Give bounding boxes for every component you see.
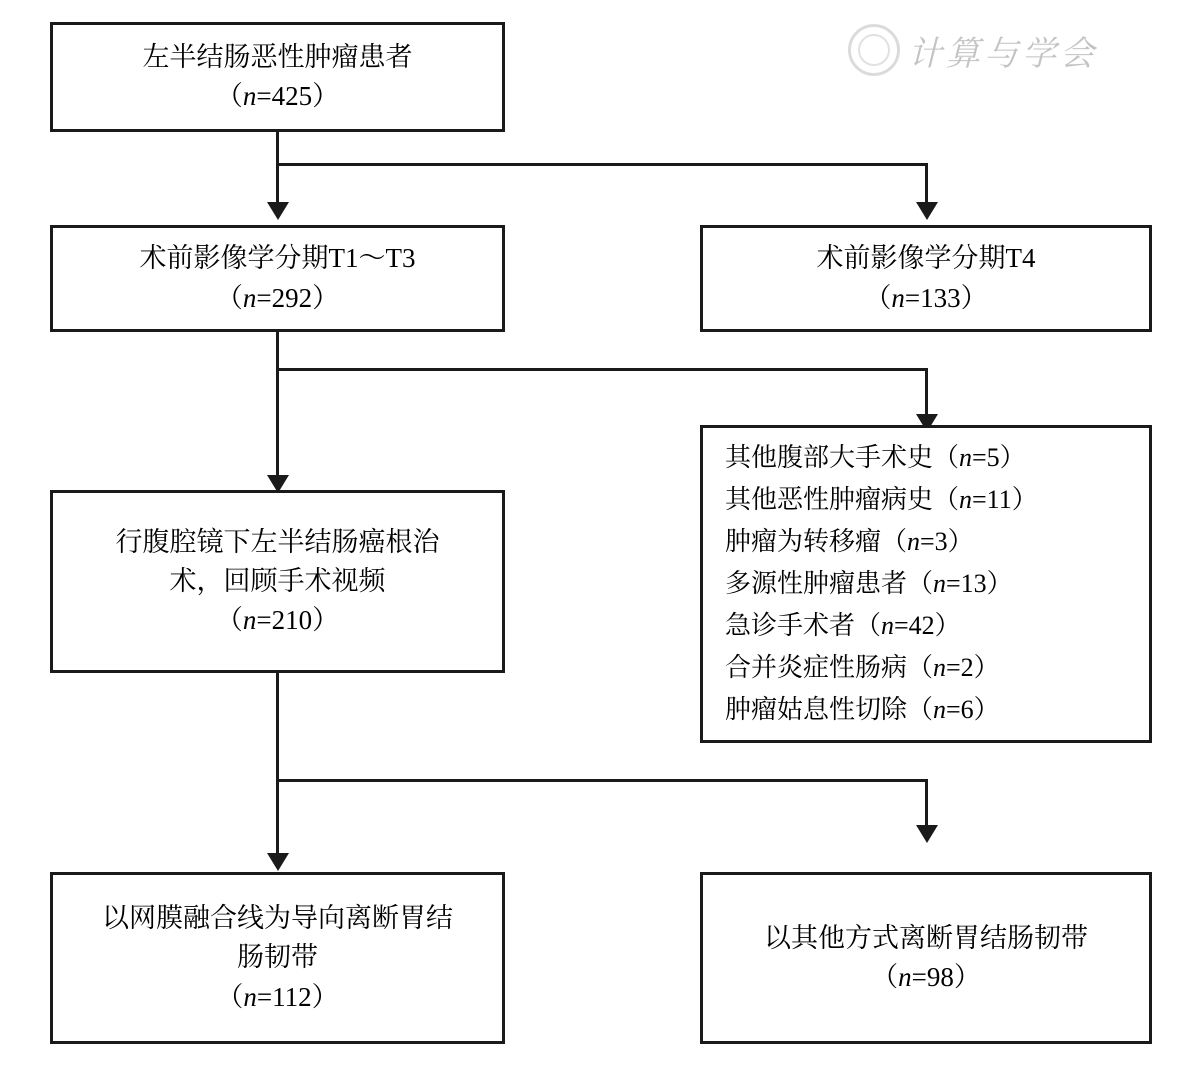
connector-bottom-branch <box>276 779 928 782</box>
node-n5-line-2: 肿瘤为转移瘤（n=3） <box>725 526 974 556</box>
node-n5-line-5: 合并炎症性肠病（n=2） <box>725 653 1000 683</box>
node-n5[interactable] <box>700 425 1152 743</box>
node-n2[interactable] <box>50 225 505 332</box>
node-n5-line-6: 肿瘤姑息性切除（n=6） <box>725 695 1000 725</box>
node-n6-line-2: （n=112） <box>216 981 339 1012</box>
connector-n2-branch <box>276 368 928 371</box>
node-n5-line-0: 其他腹部大手术史（n=5） <box>725 442 1026 472</box>
node-n4-line-1: 术，回顾手术视频 <box>169 565 386 596</box>
connector-n1-to-n3 <box>925 163 928 205</box>
arrow-to-n6 <box>267 853 289 871</box>
connector-n1-stem <box>276 131 279 165</box>
connector-n1-to-n2 <box>276 163 279 205</box>
node-n4-line-0: 行腹腔镜下左半结肠癌根治 <box>115 526 440 557</box>
connector-to-n6 <box>276 779 279 859</box>
connector-n1-branch <box>276 163 928 166</box>
connector-n2-stem <box>276 331 279 371</box>
arrow-to-n7 <box>916 825 938 843</box>
node-n6-line-1: 肠韧带 <box>237 942 318 973</box>
node-n1[interactable] <box>50 22 505 132</box>
arrow-n1-to-n3 <box>916 202 938 220</box>
node-n3-line-1: （n=133） <box>864 282 988 313</box>
watermark-text: 计算与学会 <box>908 36 1098 73</box>
node-n1-line-1: （n=425） <box>215 81 340 111</box>
node-n2-line-1: （n=292） <box>215 282 340 313</box>
node-n5-line-1: 其他恶性肿瘤病史（n=11） <box>725 484 1038 514</box>
connector-n4-stem <box>276 672 279 782</box>
connector-n2-to-n4 <box>276 368 279 481</box>
node-n7-line-0: 以其他方式离断胃结肠韧带 <box>764 922 1088 953</box>
node-n5-line-4: 急诊手术者（n=42） <box>725 611 961 641</box>
node-n5-line-3: 多源性肿瘤患者（n=13） <box>725 568 1013 598</box>
node-n7[interactable] <box>700 872 1152 1044</box>
node-n3-line-0: 术前影像学分期T4 <box>816 243 1036 274</box>
connector-to-n7 <box>925 779 928 831</box>
node-n1-line-0: 左半结肠恶性肿瘤患者 <box>142 41 413 72</box>
connector-n2-to-n5 <box>925 368 928 420</box>
node-n4-line-2: （n=210） <box>215 605 340 636</box>
node-n6[interactable] <box>50 872 505 1044</box>
node-n7-line-1: （n=98） <box>871 962 981 992</box>
node-n3[interactable] <box>700 225 1152 332</box>
node-n2-line-0: 术前影像学分期T1～T3 <box>139 243 416 274</box>
node-n4[interactable] <box>50 490 505 673</box>
node-n6-line-0: 以网膜融合线为导向离断胃结 <box>102 903 453 934</box>
watermark-seal-icon <box>848 24 900 76</box>
arrow-n1-to-n2 <box>267 202 289 220</box>
